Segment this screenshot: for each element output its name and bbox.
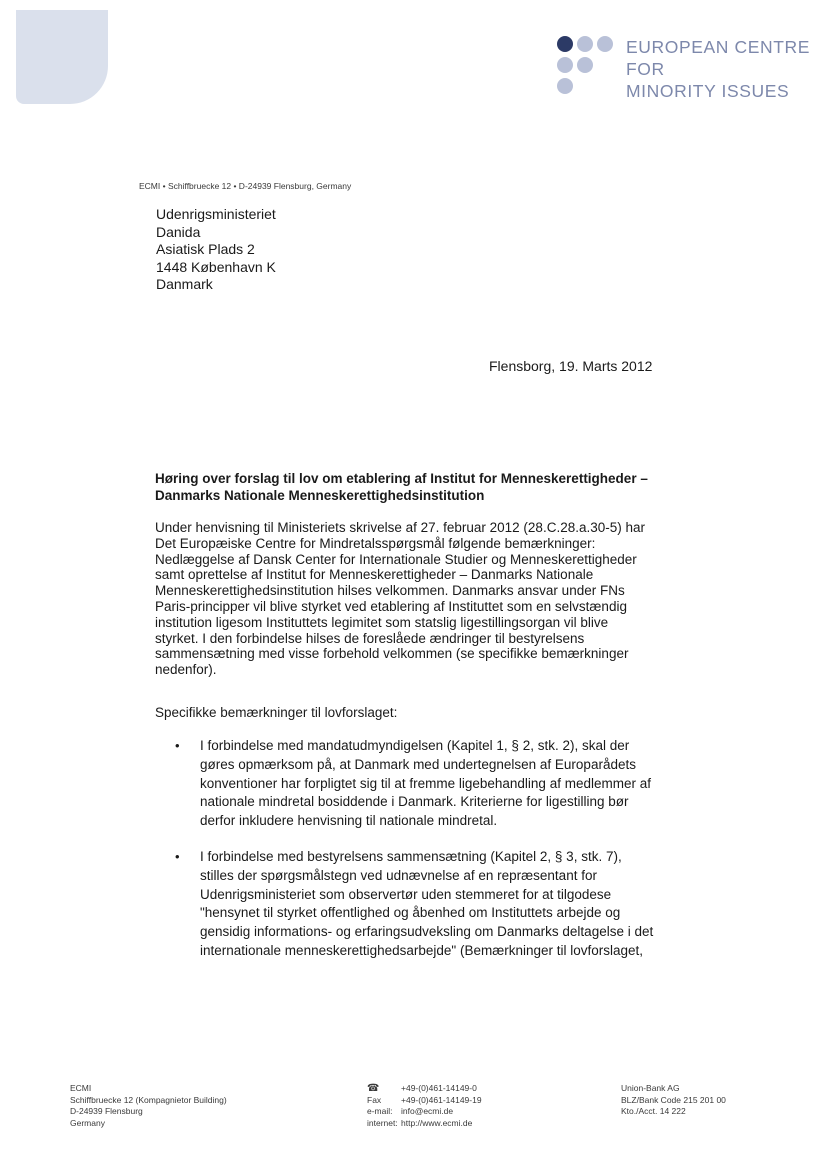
subject-line: Høring over forslag til lov om etablering af Institut for Menneskerettigheder – [155,471,648,486]
fax-row [367,1095,482,1107]
organization-logo [626,36,810,102]
list-item [175,737,720,831]
bullet-text [200,848,720,961]
paragraph-line: samt oprettelse af Institut for Menneskerettigheder – Danmarks Nationale [155,567,594,583]
corner-stamp [16,10,108,104]
recipient-line: Udenrigsministeriet [156,206,276,222]
logo-line: EUROPEAN CENTRE [626,37,811,57]
paragraph-line: Nedlæggelse af Dansk Center for Internationale Studier og Menneskerettigheder [155,551,637,567]
bullet-text [200,737,720,831]
ecmi-dots-logo-icon [557,36,613,100]
specifics-heading: Specifikke bemærkninger til lovforslaget: [155,705,398,720]
subject-heading [155,470,700,504]
intro-paragraph [155,520,705,678]
footer-line: Kto./Acct. 14 222 [621,1106,686,1116]
bullet-line: konventioner har forpligtet sig til at fremme ligebehandling af medlemmer af [200,775,651,791]
bullet-line: stilles der spørgsmålstegn ved udnævnelse af en repræsentant for [200,867,597,883]
list-item [175,848,720,961]
paragraph-line: institution ligesom Instituttets legimitet som statslig ligestillingsorgan vil blive [155,614,609,630]
bullet-line: I forbindelse med bestyrelsens sammensætning (Kapitel 2, § 3, stk. 7), [200,848,622,864]
paragraph-line: Under henvisning til Ministeriets skrivelse af 27. februar 2012 (28.C.28.a.30-5) har [155,520,645,535]
footer-contact [367,1083,482,1129]
footer-line: Schiffbruecke 12 (Kompagnietor Building) [70,1094,227,1105]
footer-line: Union-Bank AG [621,1083,680,1093]
recipient-address [156,206,276,294]
bullet-line: "hensynet til styrket offentlighed og åbenhed om Instituttets arbejde og [200,905,621,921]
recipient-line: Asiatisk Plads 2 [156,241,255,258]
bullet-line: derfor inkludere henvisning til nationale mindretal. [200,813,498,829]
internet-row [367,1118,482,1130]
recipient-line: Danida [156,223,201,240]
email-row [367,1106,482,1118]
website-link[interactable]: http://www.ecmi.de [401,1117,473,1128]
bullet-line: I forbindelse med mandatudmyndigelsen (Kapitel 1, § 2, stk. 2), skal der [200,738,630,753]
email-label: e-mail: [367,1106,393,1116]
logo-dot [577,57,593,73]
fax-label: Fax [367,1094,382,1105]
paragraph-line: sammensætning med visse forbehold velkommen (se specifikke bemærkninger [155,646,629,662]
bullet-line: gøres opmærksom på, at Danmark med undertegnelsen af Europarådets [200,756,636,772]
email-link[interactable]: info@ecmi.de [401,1106,454,1116]
paragraph-line: Paris-principper vil blive styrket ved etablering af Instituttet som en selvstændig [155,598,627,614]
bullet-line: internationale menneskerettighedsarbejde" (Bemærkninger til lovforslaget, [200,942,644,958]
recipient-line: 1448 København K [156,258,276,275]
phone-row [367,1083,482,1095]
phone-icon: ☎ [367,1083,380,1094]
footer-line: Germany [70,1117,105,1128]
recipient-line: Danmark [156,276,213,293]
bullet-line: gensidig informations- og erfaringsudveksling om Danmarks deltagelse i det [200,924,654,940]
paragraph-line: Menneskerettighedsinstitution hilses velkommen. Danmarks ansvar under FNs [155,583,625,599]
bullet-icon: • [175,738,180,753]
internet-label: internet: [367,1117,398,1128]
bullet-line: nationale mindretal bosiddende i Danmark. Kriterierne for ligestilling bør [200,794,629,810]
return-address: ECMI • Schiffbruecke 12 • D-24939 Flensburg, Germany [139,181,352,191]
logo-dot [597,36,613,52]
footer-bank [621,1083,726,1118]
remarks-list [175,737,720,961]
subject-line: Danmarks Nationale Menneskerettighedsinstitution [155,488,485,503]
logo-dot [577,36,593,52]
phone-number: +49-(0)461-14149-0 [401,1083,477,1093]
logo-line: MINORITY ISSUES [626,81,790,101]
logo-dot [557,78,573,94]
logo-line: FOR [626,59,665,79]
footer-address [70,1083,227,1129]
logo-dot [557,36,573,52]
paragraph-line: nedenfor). [155,662,217,678]
footer-line: D-24939 Flensburg [70,1106,143,1116]
fax-number: +49-(0)461-14149-19 [401,1094,482,1105]
paragraph-line: styrket. I den forbindelse hilses de foreslåede ændringer til bestyrelsens [155,630,585,646]
bullet-icon: • [175,848,180,864]
footer-line: ECMI [70,1083,92,1093]
footer-line: BLZ/Bank Code 215 201 00 [621,1094,726,1105]
bullet-line: Udenrigsministeriet som observertør uden stemmeret for at tilgodese [200,886,612,902]
date-line: Flensborg, 19. Marts 2012 [489,358,653,374]
paragraph-line: Det Europæiske Centre for Mindretalsspørgsmål følgende bemærkninger: [155,535,596,551]
logo-dot [557,57,573,73]
